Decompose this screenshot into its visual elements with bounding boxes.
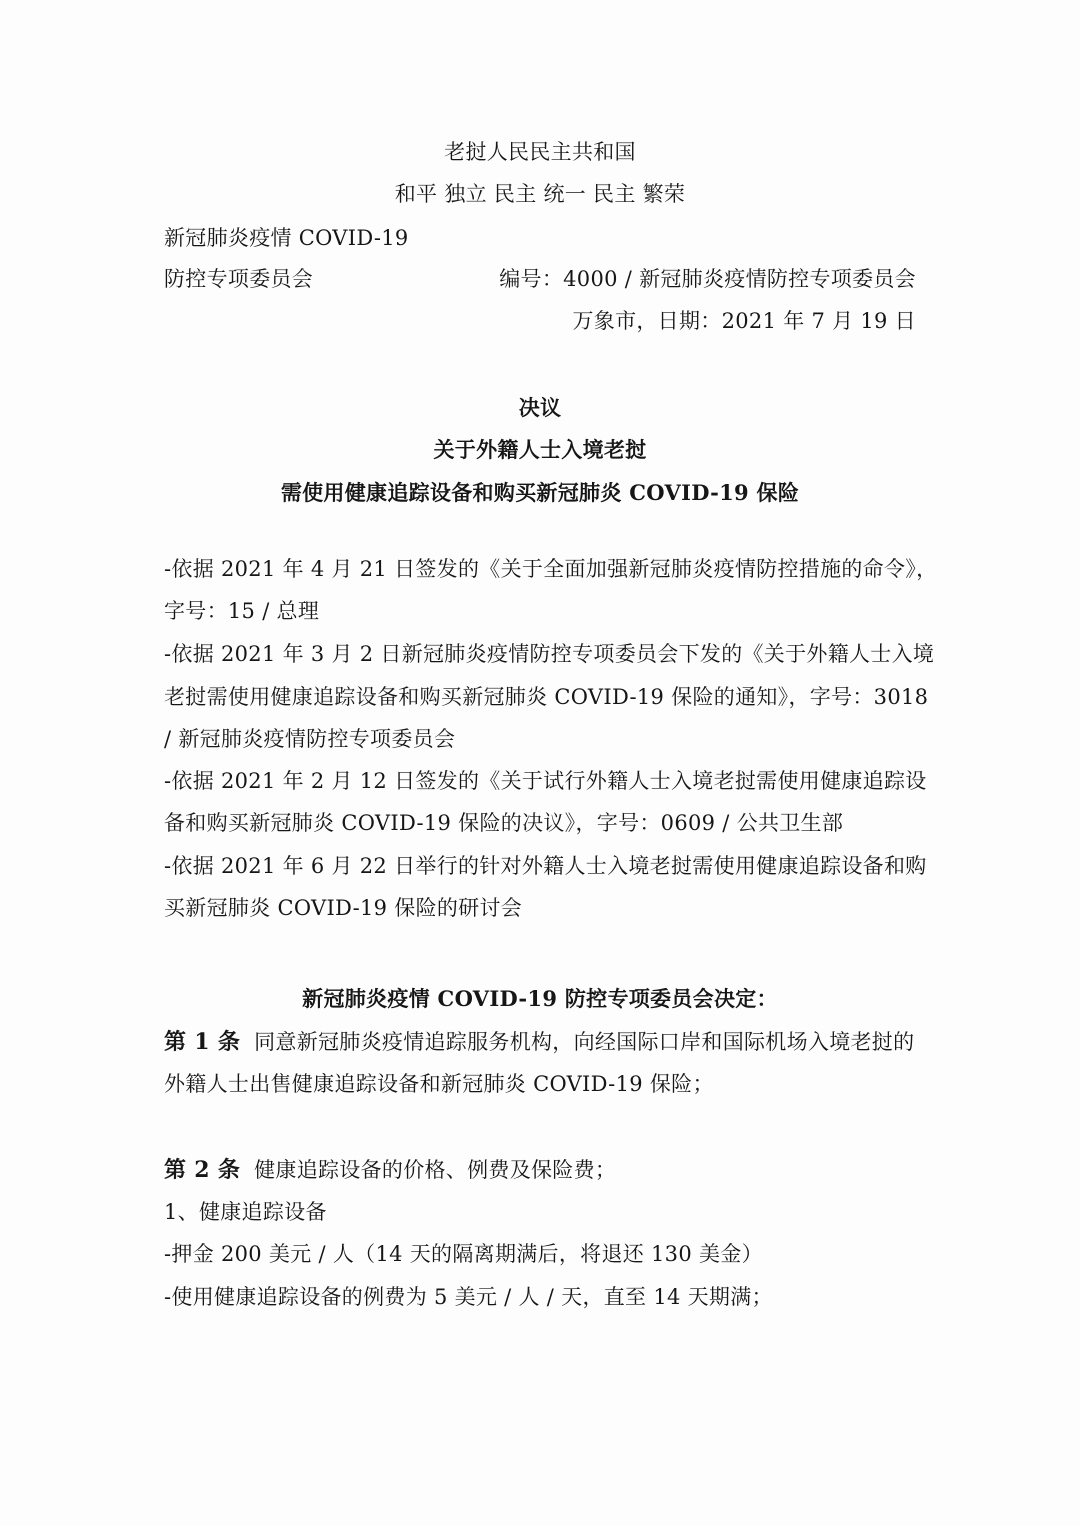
basis-line: 买新冠肺炎 COVID-19 保险的研讨会: [164, 896, 523, 920]
basis-line: 老挝需使用健康追踪设备和购买新冠肺炎 COVID-19 保险的通知》，字号：3018: [164, 685, 929, 709]
basis-line: 备和购买新冠肺炎 COVID-19 保险的决议》，字号：0609 / 公共卫生部: [164, 811, 844, 835]
article-1-label: 第 1 条: [164, 1029, 241, 1055]
title-resolution: 决议: [518, 395, 562, 420]
document-number: 编号：4000 / 新冠肺炎疫情防控专项委员会: [499, 267, 916, 291]
country-name: 老挝人民民主共和国: [444, 140, 636, 164]
deposit-line: -押金 200 美元 / 人（14 天的隔离期满后，将退还 130 美金）: [164, 1242, 763, 1266]
article-2-item-1: 1、健康追踪设备: [164, 1200, 327, 1224]
issuer-line-1: 新冠肺炎疫情 COVID-19: [164, 226, 409, 250]
national-motto: 和平 独立 民主 统一 民主 繁荣: [394, 182, 686, 206]
article-1-text: 同意新冠肺炎疫情追踪服务机构，向经国际口岸和国际机场入境老挝的: [254, 1030, 915, 1054]
basis-line: -依据 2021 年 4 月 21 日签发的《关于全面加强新冠肺炎疫情防控措施的命令》，: [164, 557, 938, 581]
issuer-line-2: 防控专项委员会: [164, 267, 314, 291]
article-2-label: 第 2 条: [164, 1157, 241, 1183]
title-subject-line-2: 需使用健康追踪设备和购买新冠肺炎 COVID-19 保险: [280, 480, 800, 505]
basis-line: 字号：15 / 总理: [164, 599, 320, 623]
decision-heading: 新冠肺炎疫情 COVID-19 防控专项委员会决定：: [302, 986, 778, 1011]
basis-line: -依据 2021 年 2 月 12 日签发的《关于试行外籍人士入境老挝需使用健康追踪设: [164, 769, 927, 793]
article-1-line-2: 外籍人士出售健康追踪设备和新冠肺炎 COVID-19 保险；: [164, 1072, 714, 1096]
article-2-text: 健康追踪设备的价格、例费及保险费；: [254, 1158, 617, 1182]
article-1-line-1: [164, 1027, 914, 1057]
basis-line: / 新冠肺炎疫情防控专项委员会: [164, 727, 456, 751]
place-date: 万象市，日期：2021 年 7 月 19 日: [572, 309, 916, 333]
fee-line: -使用健康追踪设备的例费为 5 美元 / 人 / 天，直至 14 天期满；: [164, 1285, 773, 1309]
basis-line: -依据 2021 年 6 月 22 日举行的针对外籍人士入境老挝需使用健康追踪设备和购: [164, 854, 927, 878]
basis-line: -依据 2021 年 3 月 2 日新冠肺炎疫情防控专项委员会下发的《关于外籍人士入境: [164, 642, 935, 666]
article-2-line-1: [164, 1155, 616, 1185]
title-subject-line-1: 关于外籍人士入境老挝: [433, 437, 647, 462]
